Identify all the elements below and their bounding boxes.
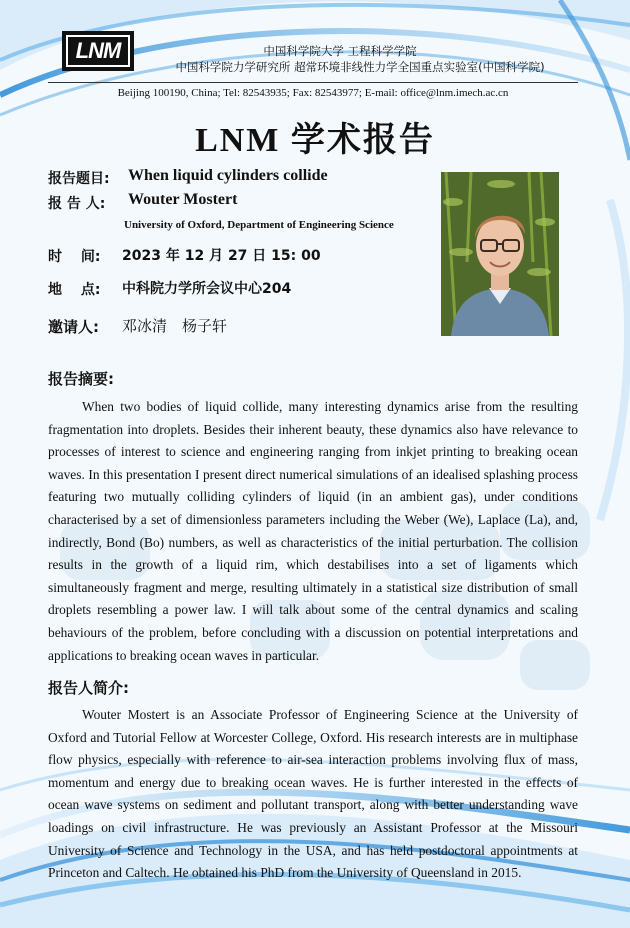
host-label: 邀请人: [48,318,99,336]
page-title: LNM 学术报告 [195,122,435,159]
place-label: 地 点: [48,282,101,298]
abstract-heading: 报告摘要: [48,370,114,388]
lnm-logo [62,31,134,71]
speaker-label: 报 告 人: [48,196,106,212]
bio-text: Wouter Mostert is an Associate Professor of Engineering Science at the University of Oxford and Tutorial Fellow at Worcester College, Oxford. His research interests are in multiphase flow physics, especially with reference to air-sea interaction problems involving flux of mass, momentum and energy due to breaking ocean waves. He is further interested in the effects of ocean wave systems on sediment and pollutant transport, along with better understanding wave loadings on civil infrastructure. He was previously an Assistant Professor at the Missouri University of Science and Technology in the USA, and has held postdoctoral appointments at Princeton and Caltech. He obtained his PhD from the University of Queensland in 2015. [48,707,578,881]
speaker-photo [441,172,559,336]
bio-heading: 报告人简介: [48,679,129,697]
abstract-text: When two bodies of liquid collide, many interesting dynamics arise from the resulting fragmentation into droplets. Besides their inherent beauty, these dynamics also have relevance to processes of interest to science and engineering ranging from inkjet printing to breaking ocean waves. In this presentation I present direct numerical simulations of an idealised splashing process featuring two mutually colliding cylinders of liquid (in an ambient gas), under conditions characterised by a set of dimensionless parameters including the Weber (We), Laplace (La), and, indirectly, Bond (Bo) numbers, as well as characteristics of the initial perturbation. The collision results in the growth of a liquid rim, which destabilises into a set of ligaments which simultaneously fragment and merge, resulting ultimately in a statistical size distribution of small droplets resembling a power law. I will talk about some of the central dynamics and scaling behaviours of the problem, before concluding with a discussion on potential interpretations and applications to breaking ocean waves in particular. [48,399,578,663]
topic-value: When liquid cylinders collide [128,167,328,184]
place-value: 中科院力学所会议中心204 [122,281,292,297]
institution-line-1: 中国科学院大学 工程科学学院 [263,44,417,58]
time-value: 2023 年 12 月 27 日 15: 00 [122,248,321,264]
speaker-affiliation: University of Oxford, Department of Engineering Science [124,219,394,231]
host-value: 邓冰清 杨子轩 [122,317,228,335]
speaker-name: Wouter Mostert [128,191,238,208]
institution-line-2: 中国科学院力学研究所 超常环境非线性力学全国重点实验室(中国科学院) [175,60,545,74]
contact-line: Beijing 100190, China; Tel: 82543935; Fax: 82543977; E-mail: office@lnm.imech.ac.cn [117,87,509,99]
logo-text: LNM [66,35,130,67]
topic-label: 报告题目: [48,171,110,187]
time-label: 时 间: [48,249,101,265]
header-divider [48,82,578,83]
